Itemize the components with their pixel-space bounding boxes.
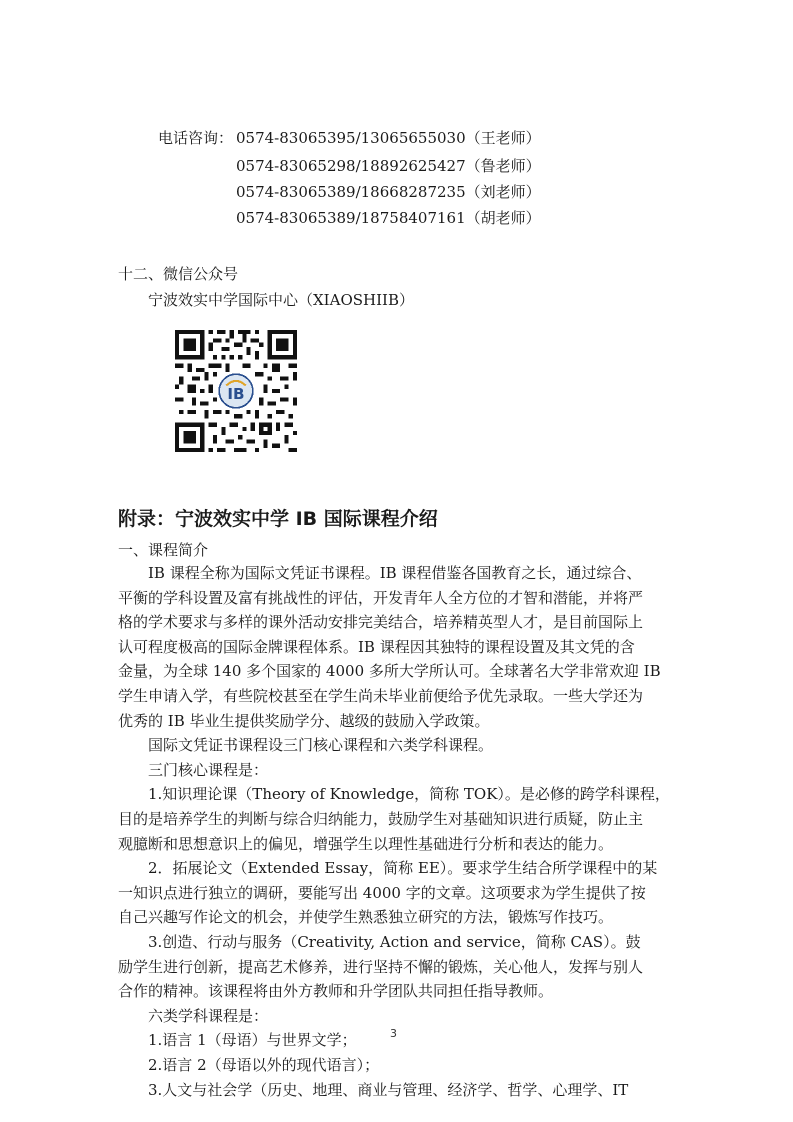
body-line: 国际文凭证书课程设三门核心课程和六类学科课程。 bbox=[118, 736, 494, 755]
body-line: 励学生进行创新，提高艺术修养，进行坚持不懈的锻炼，关心他人，发挥与别人 bbox=[118, 957, 644, 976]
body-line: 格的学术要求与多样的课外活动安排完美结合，培养精英型人才，是目前国际上 bbox=[118, 613, 644, 632]
body-line: 2．拓展论文（Extended Essay，简称 EE）。要求学生结合所学课程中的某 bbox=[118, 859, 658, 878]
page-number: 3 bbox=[390, 1027, 397, 1040]
body-line: 1.语言 1（母语）与世界文学； bbox=[118, 1031, 357, 1050]
contact-line-2: 0574-83065298/18892625427（鲁老师） bbox=[236, 157, 541, 175]
body-line: 3.人文与社会学（历史、地理、商业与管理、经济学、哲学、心理学、IT bbox=[118, 1080, 629, 1099]
body-line: 平衡的学科设置及富有挑战性的评估，开发青年人全方位的才智和潜能，并将严 bbox=[118, 588, 644, 607]
wechat-heading: 十二、微信公众号 bbox=[118, 265, 239, 283]
body-line: 自己兴趣写作论文的机会，并使学生熟悉独立研究的方法，锻炼写作技巧。 bbox=[118, 908, 614, 927]
body-line: 六类学科课程是： bbox=[118, 1006, 269, 1025]
contact-line-4: 0574-83065389/18758407161（胡老师） bbox=[236, 209, 541, 227]
qr-code-icon bbox=[175, 330, 297, 452]
body-line: IB 课程全称为国际文凭证书课程。IB 课程借鉴各国教育之长，通过综合、 bbox=[118, 564, 642, 582]
body-line: 一知识点进行独立的调研，要能写出 4000 字的文章。这项要求为学生提供了按 bbox=[118, 883, 646, 902]
contact-line-1: 0574-83065395/13065655030（王老师） bbox=[236, 129, 541, 147]
body-line: 1.知识理论课（Theory of Knowledge，简称 TOK）。是必修的跨学科课程， bbox=[118, 785, 670, 804]
appendix-title: 附录：宁波效实中学 IB 国际课程介绍 bbox=[118, 508, 438, 530]
body-line: 目的是培养学生的判断与综合归纳能力，鼓励学生对基础知识进行质疑，防止主 bbox=[118, 810, 644, 828]
body-line: 观臆断和思想意识上的偏见，增强学生以理性基础进行分析和表达的能力。 bbox=[118, 834, 614, 853]
body-line: 优秀的 IB 毕业生提供奖励学分、越级的鼓励入学政策。 bbox=[118, 711, 490, 730]
body-line: 学生申请入学，有些院校甚至在学生尚未毕业前便给予优先录取。一些大学还为 bbox=[118, 687, 644, 705]
contact-label: 电话咨询： bbox=[158, 129, 234, 147]
body-line: 金量，为全球 140 多个国家的 4000 多所大学所认可。全球著名大学非常欢迎 IB bbox=[118, 662, 661, 681]
body-line: 合作的精神。该课程将由外方教师和升学团队共同担任指导教师。 bbox=[118, 982, 554, 1001]
qr-logo-text: IB bbox=[227, 384, 245, 403]
wechat-account: 宁波效实中学国际中心（XIAOSHIIB） bbox=[148, 291, 414, 309]
body-line: 三门核心课程是： bbox=[118, 760, 269, 779]
section-heading-intro: 一、课程简介 bbox=[118, 541, 209, 559]
body-line: 认可程度极高的国际金牌课程体系。IB 课程因其独特的课程设置及其文凭的含 bbox=[118, 637, 635, 656]
body-line: 2.语言 2（母语以外的现代语言）； bbox=[118, 1056, 380, 1074]
body-line: 3.创造、行动与服务（Creativity, Action and service，简称 CAS）。鼓 bbox=[118, 933, 641, 951]
contact-line-3: 0574-83065389/18668287235（刘老师） bbox=[236, 183, 541, 201]
